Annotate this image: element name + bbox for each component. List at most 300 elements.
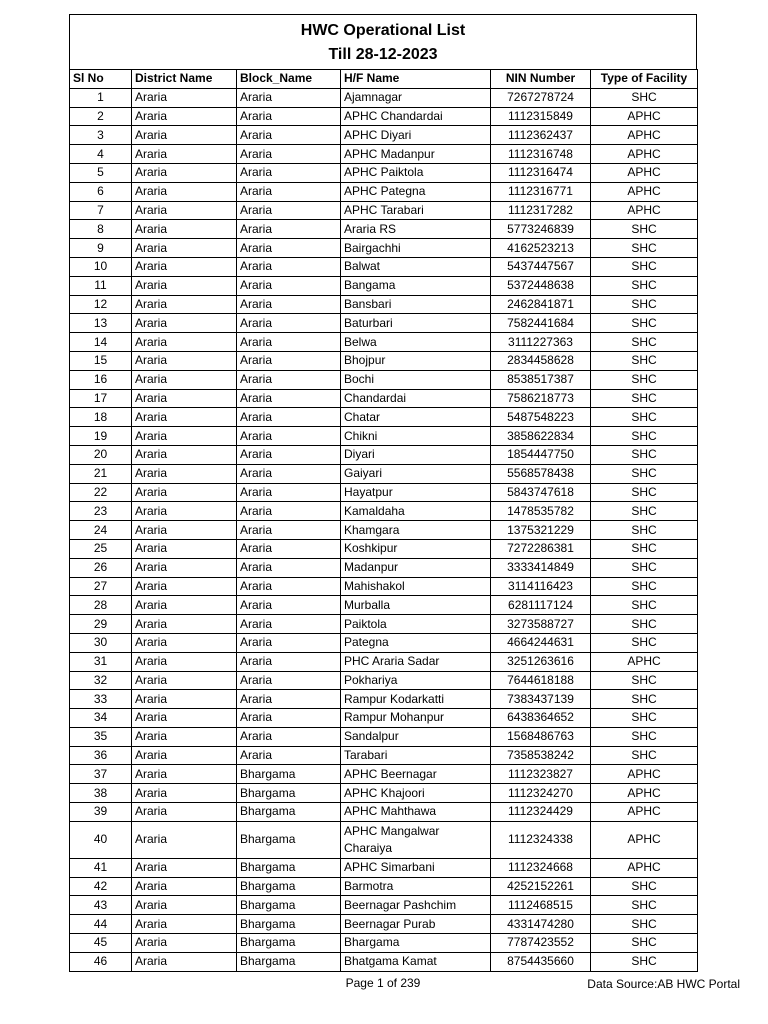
cell-district: Araria <box>132 163 237 182</box>
cell-district: Araria <box>132 107 237 126</box>
cell-block: Bhargama <box>237 896 341 915</box>
cell-district: Araria <box>132 952 237 971</box>
cell-sl-no: 26 <box>70 558 132 577</box>
cell-block: Araria <box>237 521 341 540</box>
table-row <box>70 370 698 389</box>
cell-facility-type: SHC <box>591 709 698 728</box>
cell-sl-no: 31 <box>70 652 132 671</box>
cell-sl-no: 25 <box>70 539 132 558</box>
cell-sl-no: 37 <box>70 765 132 784</box>
cell-facility-type: APHC <box>591 107 698 126</box>
cell-sl-no: 11 <box>70 276 132 295</box>
cell-sl-no: 44 <box>70 915 132 934</box>
cell-sl-no: 27 <box>70 577 132 596</box>
table-row <box>70 314 698 333</box>
cell-hf-name: PHC Araria Sadar <box>341 652 491 671</box>
cell-nin: 7272286381 <box>491 539 591 558</box>
cell-sl-no: 1 <box>70 88 132 107</box>
cell-hf-name: Bhargama <box>341 934 491 953</box>
cell-facility-type: SHC <box>591 877 698 896</box>
table-row <box>70 727 698 746</box>
cell-sl-no: 15 <box>70 351 132 370</box>
cell-sl-no: 24 <box>70 521 132 540</box>
cell-nin: 3333414849 <box>491 558 591 577</box>
table-row <box>70 952 698 971</box>
cell-block: Araria <box>237 257 341 276</box>
cell-district: Araria <box>132 182 237 201</box>
cell-sl-no: 38 <box>70 784 132 803</box>
column-header-block: Block_Name <box>237 70 341 89</box>
table-row <box>70 596 698 615</box>
cell-hf-name: Bangama <box>341 276 491 295</box>
cell-facility-type: APHC <box>591 821 698 858</box>
table-body <box>70 88 698 971</box>
cell-sl-no: 12 <box>70 295 132 314</box>
table-row <box>70 615 698 634</box>
cell-hf-name: Rampur Kodarkatti <box>341 690 491 709</box>
cell-district: Araria <box>132 502 237 521</box>
cell-hf-name: APHC Pategna <box>341 182 491 201</box>
cell-sl-no: 45 <box>70 934 132 953</box>
cell-block: Araria <box>237 276 341 295</box>
cell-hf-name: Chatar <box>341 408 491 427</box>
table-row <box>70 408 698 427</box>
cell-district: Araria <box>132 821 237 858</box>
cell-hf-name: Khamgara <box>341 521 491 540</box>
table-row <box>70 201 698 220</box>
cell-nin: 1112317282 <box>491 201 591 220</box>
cell-sl-no: 20 <box>70 445 132 464</box>
table-row <box>70 539 698 558</box>
cell-hf-name: APHC Beernagar <box>341 765 491 784</box>
column-header-nin: NIN Number <box>491 70 591 89</box>
cell-sl-no: 46 <box>70 952 132 971</box>
cell-block: Araria <box>237 709 341 728</box>
cell-nin: 3251263616 <box>491 652 591 671</box>
cell-sl-no: 5 <box>70 163 132 182</box>
cell-hf-name: APHC Paiktola <box>341 163 491 182</box>
cell-block: Araria <box>237 220 341 239</box>
cell-nin: 8754435660 <box>491 952 591 971</box>
cell-nin: 1112324668 <box>491 858 591 877</box>
cell-hf-name: Pokhariya <box>341 671 491 690</box>
cell-facility-type: SHC <box>591 934 698 953</box>
cell-district: Araria <box>132 239 237 258</box>
cell-district: Araria <box>132 709 237 728</box>
cell-facility-type: APHC <box>591 182 698 201</box>
cell-hf-name: APHC Chandardai <box>341 107 491 126</box>
cell-nin: 1112316748 <box>491 145 591 164</box>
cell-sl-no: 35 <box>70 727 132 746</box>
cell-facility-type: APHC <box>591 784 698 803</box>
cell-block: Bhargama <box>237 877 341 896</box>
column-header-facility-type: Type of Facility <box>591 70 698 89</box>
cell-sl-no: 16 <box>70 370 132 389</box>
cell-block: Araria <box>237 615 341 634</box>
table-row <box>70 445 698 464</box>
cell-nin: 1112316771 <box>491 182 591 201</box>
cell-facility-type: SHC <box>591 727 698 746</box>
page-number: Page 1 of 239 <box>345 976 421 990</box>
cell-facility-type: APHC <box>591 201 698 220</box>
cell-block: Araria <box>237 239 341 258</box>
table-row <box>70 239 698 258</box>
table-row <box>70 577 698 596</box>
cell-district: Araria <box>132 539 237 558</box>
cell-facility-type: SHC <box>591 952 698 971</box>
cell-district: Araria <box>132 877 237 896</box>
cell-facility-type: SHC <box>591 276 698 295</box>
cell-nin: 1112323827 <box>491 765 591 784</box>
cell-district: Araria <box>132 295 237 314</box>
cell-sl-no: 40 <box>70 821 132 858</box>
cell-block: Araria <box>237 163 341 182</box>
cell-block: Araria <box>237 539 341 558</box>
cell-hf-name: Bhatgama Kamat <box>341 952 491 971</box>
column-header-district: District Name <box>132 70 237 89</box>
cell-facility-type: SHC <box>591 88 698 107</box>
cell-district: Araria <box>132 220 237 239</box>
cell-sl-no: 34 <box>70 709 132 728</box>
cell-facility-type: APHC <box>591 126 698 145</box>
table-row <box>70 333 698 352</box>
cell-facility-type: APHC <box>591 765 698 784</box>
cell-nin: 8538517387 <box>491 370 591 389</box>
cell-sl-no: 28 <box>70 596 132 615</box>
cell-nin: 5843747618 <box>491 483 591 502</box>
cell-sl-no: 18 <box>70 408 132 427</box>
cell-sl-no: 3 <box>70 126 132 145</box>
table-row <box>70 483 698 502</box>
table-row <box>70 633 698 652</box>
cell-block: Araria <box>237 389 341 408</box>
table-row <box>70 915 698 934</box>
cell-block: Araria <box>237 427 341 446</box>
cell-nin: 1112468515 <box>491 896 591 915</box>
cell-block: Araria <box>237 295 341 314</box>
cell-block: Araria <box>237 502 341 521</box>
cell-nin: 2834458628 <box>491 351 591 370</box>
cell-facility-type: SHC <box>591 314 698 333</box>
cell-hf-name: APHC Mangalwar Charaiya <box>341 821 491 858</box>
cell-nin: 5372448638 <box>491 276 591 295</box>
cell-facility-type: SHC <box>591 521 698 540</box>
cell-hf-name: Paiktola <box>341 615 491 634</box>
table-row <box>70 182 698 201</box>
cell-nin: 1854447750 <box>491 445 591 464</box>
cell-nin: 7383437139 <box>491 690 591 709</box>
table-row <box>70 276 698 295</box>
cell-block: Araria <box>237 182 341 201</box>
cell-district: Araria <box>132 652 237 671</box>
cell-block: Araria <box>237 558 341 577</box>
cell-district: Araria <box>132 201 237 220</box>
cell-nin: 7267278724 <box>491 88 591 107</box>
table-row <box>70 502 698 521</box>
cell-facility-type: SHC <box>591 239 698 258</box>
table-row <box>70 88 698 107</box>
cell-nin: 1112324338 <box>491 821 591 858</box>
cell-sl-no: 2 <box>70 107 132 126</box>
cell-block: Bhargama <box>237 765 341 784</box>
cell-hf-name: Beernagar Pashchim <box>341 896 491 915</box>
cell-block: Araria <box>237 464 341 483</box>
cell-nin: 4664244631 <box>491 633 591 652</box>
cell-sl-no: 13 <box>70 314 132 333</box>
cell-hf-name: Baturbari <box>341 314 491 333</box>
cell-district: Araria <box>132 276 237 295</box>
table-row <box>70 803 698 822</box>
cell-facility-type: SHC <box>591 558 698 577</box>
cell-facility-type: SHC <box>591 633 698 652</box>
cell-nin: 1112316474 <box>491 163 591 182</box>
cell-block: Bhargama <box>237 915 341 934</box>
cell-facility-type: APHC <box>591 145 698 164</box>
table-row <box>70 389 698 408</box>
cell-hf-name: Chandardai <box>341 389 491 408</box>
cell-sl-no: 32 <box>70 671 132 690</box>
table-row <box>70 690 698 709</box>
facility-table <box>69 69 698 972</box>
cell-block: Araria <box>237 671 341 690</box>
table-row <box>70 126 698 145</box>
cell-district: Araria <box>132 126 237 145</box>
cell-district: Araria <box>132 389 237 408</box>
cell-hf-name: Pategna <box>341 633 491 652</box>
table-row <box>70 652 698 671</box>
cell-sl-no: 9 <box>70 239 132 258</box>
cell-district: Araria <box>132 558 237 577</box>
cell-block: Bhargama <box>237 803 341 822</box>
cell-hf-name: Kamaldaha <box>341 502 491 521</box>
cell-hf-name: Murballa <box>341 596 491 615</box>
cell-facility-type: APHC <box>591 652 698 671</box>
cell-nin: 7787423552 <box>491 934 591 953</box>
cell-block: Araria <box>237 126 341 145</box>
cell-nin: 7582441684 <box>491 314 591 333</box>
cell-block: Araria <box>237 652 341 671</box>
cell-facility-type: SHC <box>591 370 698 389</box>
table-row <box>70 746 698 765</box>
cell-nin: 1112324429 <box>491 803 591 822</box>
cell-hf-name: Barmotra <box>341 877 491 896</box>
cell-facility-type: SHC <box>591 295 698 314</box>
cell-nin: 1568486763 <box>491 727 591 746</box>
cell-district: Araria <box>132 784 237 803</box>
cell-nin: 6281117124 <box>491 596 591 615</box>
cell-sl-no: 6 <box>70 182 132 201</box>
cell-hf-name: Sandalpur <box>341 727 491 746</box>
cell-hf-name: APHC Tarabari <box>341 201 491 220</box>
cell-block: Araria <box>237 145 341 164</box>
cell-nin: 3858622834 <box>491 427 591 446</box>
cell-block: Araria <box>237 88 341 107</box>
cell-nin: 5773246839 <box>491 220 591 239</box>
table-row <box>70 163 698 182</box>
table-row <box>70 784 698 803</box>
table-row <box>70 464 698 483</box>
cell-hf-name: Tarabari <box>341 746 491 765</box>
table-row <box>70 521 698 540</box>
data-source: Data Source:AB HWC Portal <box>587 977 740 991</box>
cell-district: Araria <box>132 333 237 352</box>
cell-district: Araria <box>132 896 237 915</box>
cell-block: Araria <box>237 333 341 352</box>
cell-nin: 5568578438 <box>491 464 591 483</box>
table-row <box>70 709 698 728</box>
table-row <box>70 220 698 239</box>
cell-nin: 7586218773 <box>491 389 591 408</box>
cell-facility-type: SHC <box>591 502 698 521</box>
cell-facility-type: SHC <box>591 596 698 615</box>
cell-block: Araria <box>237 370 341 389</box>
cell-block: Araria <box>237 107 341 126</box>
cell-block: Araria <box>237 314 341 333</box>
cell-facility-type: SHC <box>591 464 698 483</box>
cell-hf-name: Belwa <box>341 333 491 352</box>
cell-block: Araria <box>237 445 341 464</box>
cell-district: Araria <box>132 314 237 333</box>
cell-facility-type: SHC <box>591 690 698 709</box>
cell-district: Araria <box>132 765 237 784</box>
cell-block: Bhargama <box>237 952 341 971</box>
cell-block: Araria <box>237 690 341 709</box>
cell-district: Araria <box>132 145 237 164</box>
cell-sl-no: 39 <box>70 803 132 822</box>
cell-facility-type: APHC <box>591 163 698 182</box>
cell-district: Araria <box>132 257 237 276</box>
cell-hf-name: Hayatpur <box>341 483 491 502</box>
cell-facility-type: SHC <box>591 257 698 276</box>
cell-nin: 1112315849 <box>491 107 591 126</box>
cell-district: Araria <box>132 803 237 822</box>
cell-facility-type: SHC <box>591 896 698 915</box>
cell-district: Araria <box>132 521 237 540</box>
cell-sl-no: 41 <box>70 858 132 877</box>
table-row <box>70 107 698 126</box>
cell-district: Araria <box>132 633 237 652</box>
table-row <box>70 351 698 370</box>
cell-district: Araria <box>132 445 237 464</box>
cell-nin: 6438364652 <box>491 709 591 728</box>
cell-nin: 7644618188 <box>491 671 591 690</box>
cell-sl-no: 33 <box>70 690 132 709</box>
cell-district: Araria <box>132 408 237 427</box>
cell-nin: 1478535782 <box>491 502 591 521</box>
cell-hf-name: APHC Simarbani <box>341 858 491 877</box>
cell-district: Araria <box>132 596 237 615</box>
table-row <box>70 558 698 577</box>
cell-nin: 4252152261 <box>491 877 591 896</box>
cell-facility-type: APHC <box>591 803 698 822</box>
cell-nin: 1112324270 <box>491 784 591 803</box>
cell-hf-name: Chikni <box>341 427 491 446</box>
table-row <box>70 858 698 877</box>
cell-nin: 1375321229 <box>491 521 591 540</box>
cell-block: Araria <box>237 483 341 502</box>
cell-facility-type: APHC <box>591 858 698 877</box>
cell-district: Araria <box>132 370 237 389</box>
cell-hf-name: Bansbari <box>341 295 491 314</box>
cell-hf-name: Beernagar Purab <box>341 915 491 934</box>
cell-district: Araria <box>132 690 237 709</box>
table-row <box>70 765 698 784</box>
cell-facility-type: SHC <box>591 671 698 690</box>
cell-block: Araria <box>237 408 341 427</box>
cell-block: Araria <box>237 577 341 596</box>
cell-facility-type: SHC <box>591 539 698 558</box>
cell-hf-name: Balwat <box>341 257 491 276</box>
cell-district: Araria <box>132 577 237 596</box>
cell-district: Araria <box>132 934 237 953</box>
cell-facility-type: SHC <box>591 427 698 446</box>
cell-block: Araria <box>237 351 341 370</box>
table-row <box>70 295 698 314</box>
cell-district: Araria <box>132 615 237 634</box>
cell-hf-name: APHC Madanpur <box>341 145 491 164</box>
cell-sl-no: 43 <box>70 896 132 915</box>
document-sheet <box>69 14 697 972</box>
cell-nin: 1112362437 <box>491 126 591 145</box>
cell-sl-no: 17 <box>70 389 132 408</box>
cell-sl-no: 19 <box>70 427 132 446</box>
cell-nin: 2462841871 <box>491 295 591 314</box>
cell-hf-name: Araria RS <box>341 220 491 239</box>
cell-sl-no: 8 <box>70 220 132 239</box>
cell-hf-name: Gaiyari <box>341 464 491 483</box>
column-header-sl-no: Sl No <box>70 70 132 89</box>
cell-hf-name: Bochi <box>341 370 491 389</box>
page-subtitle: Till 28-12-2023 <box>328 46 438 63</box>
cell-facility-type: SHC <box>591 445 698 464</box>
table-row <box>70 877 698 896</box>
cell-sl-no: 10 <box>70 257 132 276</box>
cell-hf-name: Mahishakol <box>341 577 491 596</box>
cell-facility-type: SHC <box>591 220 698 239</box>
cell-sl-no: 4 <box>70 145 132 164</box>
cell-facility-type: SHC <box>591 915 698 934</box>
cell-block: Araria <box>237 201 341 220</box>
cell-sl-no: 7 <box>70 201 132 220</box>
cell-hf-name: Diyari <box>341 445 491 464</box>
cell-block: Bhargama <box>237 934 341 953</box>
title-block <box>69 14 697 69</box>
cell-district: Araria <box>132 427 237 446</box>
cell-sl-no: 21 <box>70 464 132 483</box>
cell-hf-name: APHC Khajoori <box>341 784 491 803</box>
cell-nin: 7358538242 <box>491 746 591 765</box>
cell-block: Bhargama <box>237 821 341 858</box>
cell-block: Araria <box>237 596 341 615</box>
table-row <box>70 427 698 446</box>
cell-sl-no: 30 <box>70 633 132 652</box>
cell-block: Bhargama <box>237 784 341 803</box>
cell-block: Araria <box>237 727 341 746</box>
column-header-hf-name: H/F Name <box>341 70 491 89</box>
cell-facility-type: SHC <box>591 483 698 502</box>
cell-district: Araria <box>132 671 237 690</box>
cell-sl-no: 42 <box>70 877 132 896</box>
table-header-row <box>70 70 698 89</box>
cell-facility-type: SHC <box>591 615 698 634</box>
cell-nin: 3273588727 <box>491 615 591 634</box>
cell-sl-no: 23 <box>70 502 132 521</box>
cell-facility-type: SHC <box>591 351 698 370</box>
cell-hf-name: Bhojpur <box>341 351 491 370</box>
cell-district: Araria <box>132 351 237 370</box>
table-row <box>70 145 698 164</box>
cell-sl-no: 29 <box>70 615 132 634</box>
